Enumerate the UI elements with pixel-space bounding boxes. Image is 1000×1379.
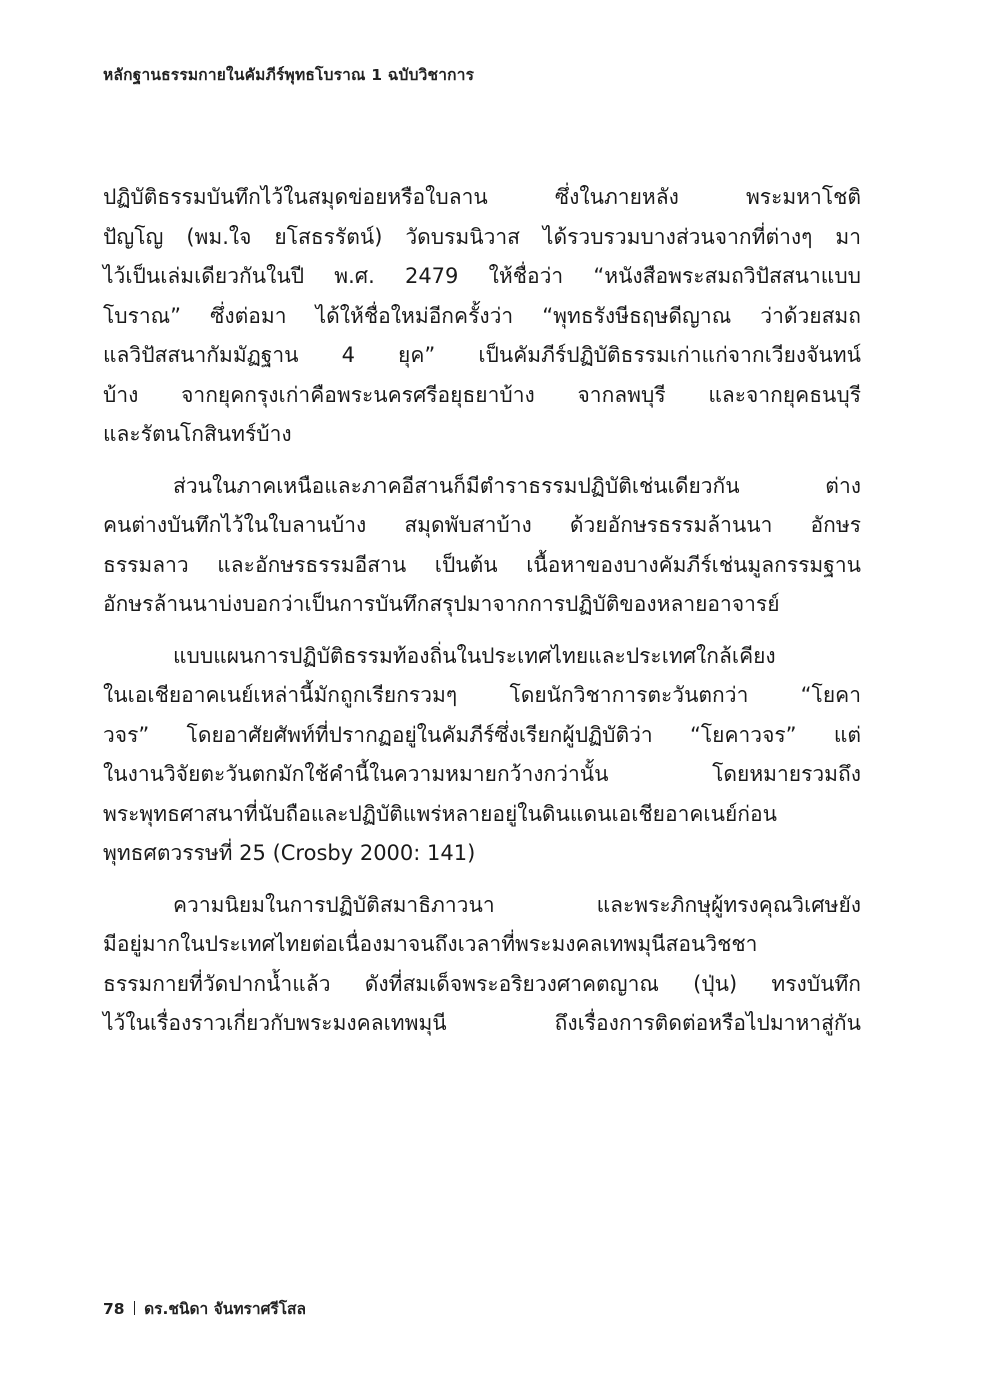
text-line: แบบแผนการปฏิบัติธรรมท้องถิ่นในประเทศไทยและประเทศใกล้เคียง xyxy=(173,643,776,668)
footer-divider xyxy=(134,1301,136,1315)
paragraph-4 xyxy=(103,886,861,1044)
running-title: หลักฐานธรรมกายในคัมภีร์พุทธโบราณ 1 ฉบับวิชาการ xyxy=(103,66,475,84)
text-line: ความนิยมในการปฏิบัติสมาธิภาวนา และพระภิกษุผู้ทรงคุณวิเศษยัง xyxy=(173,892,861,917)
text-line: ในเอเชียอาคเนย์เหล่านี้มักถูกเรียกรวมๆ โดยนักวิชาการตะวันตกว่า “โยคา xyxy=(103,683,861,707)
text-line: แลวิปัสสนากัมมัฏฐาน 4 ยุค” เป็นคัมภีร์ปฏิบัติธรรมเก่าแก่จากเวียงจันทน์ xyxy=(103,343,861,367)
text-line: ปัญโญ (พม.ใจ ยโสธรรัตน์) วัดบรมนิวาส ได้รวบรวมบางส่วนจากที่ต่างๆ มา xyxy=(103,224,861,249)
text-line: มีอยู่มากในประเทศไทยต่อเนื่องมาจนถึงเวลาที่พระมงคลเทพมุนีสอนวิชชา xyxy=(103,932,758,956)
page-number: 78 xyxy=(103,1300,125,1318)
text-line: โบราณ” ซึ่งต่อมา ได้ให้ชื่อใหม่อีกครั้งว่า “พุทธรังษีธฤษดีญาณ ว่าด้วยสมถ xyxy=(103,303,861,328)
text-line: บ้าง จากยุคกรุงเก่าคือพระนครศรีอยุธยาบ้าง จากลพบุรี และจากยุคธนบุรี xyxy=(103,382,861,407)
running-header xyxy=(103,62,474,87)
paragraph-3 xyxy=(103,637,861,874)
text-line: ธรรมลาว และอักษรธรรมอีสาน เป็นต้น เนื้อหาของบางคัมภีร์เช่นมูลกรรมฐาน xyxy=(103,552,861,577)
text-line: ในงานวิจัยตะวันตกมักใช้คำนี้ในความหมายกว้างกว่านั้น โดยหมายรวมถึง xyxy=(103,762,861,786)
text-line: และรัตนโกสินทร์บ้าง xyxy=(103,422,292,446)
paragraph-2 xyxy=(103,467,861,625)
text-line: ส่วนในภาคเหนือและภาคอีสานก็มีตำราธรรมปฏิบัติเช่นเดียวกัน ต่าง xyxy=(173,473,861,498)
body-text xyxy=(103,178,861,1044)
text-line: อักษรล้านนาบ่งบอกว่าเป็นการบันทึกสรุปมาจากการปฏิบัติของหลายอาจารย์ xyxy=(103,592,780,616)
text-line: วจร” โดยอาศัยศัพท์ที่ปรากฏอยู่ในคัมภีร์ซึ่งเรียกผู้ปฏิบัติว่า “โยคาวจร” แต่ xyxy=(103,722,861,747)
text-line: ไว้เป็นเล่มเดียวกันในปี พ.ศ. 2479 ให้ชื่อว่า “หนังสือพระสมถวิปัสสนาแบบ xyxy=(103,264,861,288)
text-line: ธรรมกายที่วัดปากน้ำแล้ว ดังที่สมเด็จพระอริยวงศาคตญาณ (ปุ่น) ทรงบันทึก xyxy=(103,971,861,996)
paragraph-1 xyxy=(103,178,861,455)
text-line: คนต่างบันทึกไว้ในใบลานบ้าง สมุดพับสาบ้าง ด้วยอักษรธรรมล้านนา อักษร xyxy=(103,513,861,537)
footer-author: ดร.ชนิดา จันทราศรีโสล xyxy=(144,1300,307,1318)
text-line: พุทธศตวรรษที่ 25 (Crosby 2000: 141) xyxy=(103,841,476,865)
running-footer xyxy=(103,1296,306,1321)
text-line: ปฏิบัติธรรมบันทึกไว้ในสมุดข่อยหรือใบลาน ซึ่งในภายหลัง พระมหาโชติ xyxy=(103,185,861,209)
text-line: ไว้ในเรื่องราวเกี่ยวกับพระมงคลเทพมุนี ถึงเรื่องการติดต่อหรือไปมาหาสู่กัน xyxy=(103,1011,861,1035)
text-line: พระพุทธศาสนาที่นับถือและปฏิบัติแพร่หลายอยู่ในดินแดนเอเชียอาคเนย์ก่อน xyxy=(103,801,777,826)
